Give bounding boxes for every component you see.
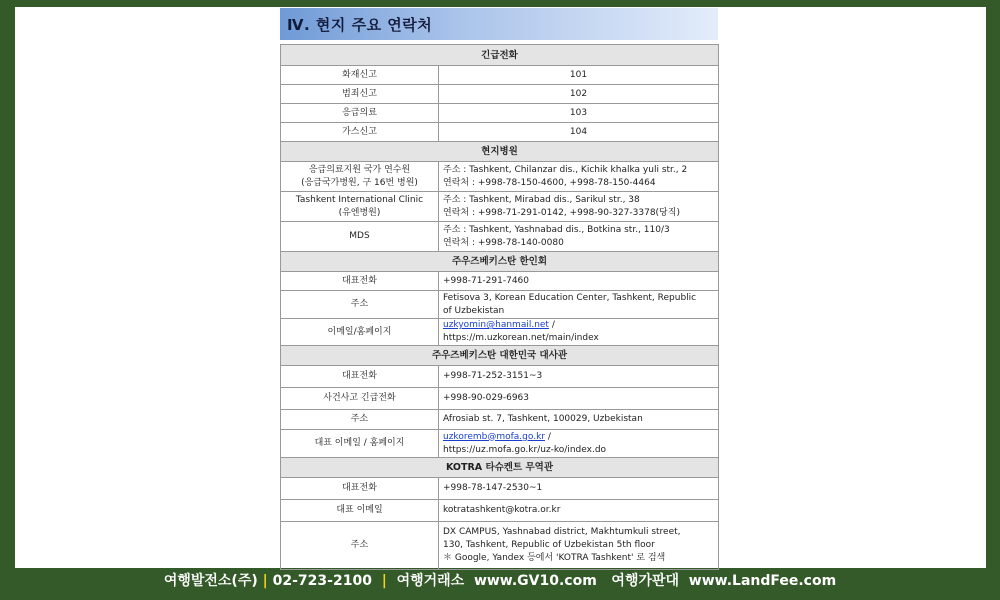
contact-table [280,44,719,570]
table-row [281,123,719,142]
table-row [281,522,719,570]
footer-company: 여행발전소(주) [163,573,258,589]
link-separator: / [545,431,551,442]
link-separator: / [548,320,555,330]
emergency-crime-number: 102 [439,85,719,104]
hospital-info [439,162,719,192]
embassy-phone-label: 대표전화 [281,366,439,388]
emergency-crime-label: 범죄신고 [281,85,439,104]
kotra-address-line: 130, Tashkent, Republic of Uzbekistan 5th floor [443,540,655,550]
table-row [281,319,719,346]
footer-phone: 02-723-2100 [272,573,372,589]
emergency-gas-label: 가스신고 [281,123,439,142]
table-row [281,500,719,522]
hospital-name: MDS [281,222,439,252]
kotra-search-note: ＊ Google, Yandex 등에서 'KOTRA Tashkent' 로 검색 [443,553,666,563]
table-row [281,410,719,430]
table-row [281,388,719,410]
embassy-phone: +998-71-252-3151~3 [439,366,719,388]
hospital-info [439,192,719,222]
table-row [281,104,719,123]
association-address [439,291,719,319]
table-row [281,66,719,85]
association-header: 주우즈베키스탄 한인회 [281,252,719,272]
emergency-header: 긴급전화 [281,45,719,66]
association-phone: +998-71-291-7460 [439,272,719,291]
emergency-medical-number: 103 [439,104,719,123]
kotra-address [439,522,719,570]
hospital-name: 응급의료지원 국가 연수원 [308,164,411,175]
section-title: Ⅳ. 현지 주요 연락처 [287,16,433,34]
footer-separator: | [262,573,268,589]
kotra-email: kotratashkent@kotra.or.kr [439,500,719,522]
association-address-line: Fetisova 3, Korean Education Center, Tashkent, Republic [443,292,697,303]
hospital-info [439,222,719,252]
embassy-emergency-label: 사건사고 긴급전화 [281,388,439,410]
table-row [281,222,719,252]
association-address-label: 주소 [281,291,439,319]
hospital-address: 주소 : Tashkent, Mirabad dis., Sarikul str., 38 [443,194,640,205]
association-phone-label: 대표전화 [281,272,439,291]
association-header-row [281,252,719,272]
section-title-bar [280,8,718,40]
hospital-label [281,162,439,192]
embassy-address: Afrosiab st. 7, Tashkent, 100029, Uzbekistan [439,410,719,430]
footer-separator: | [381,573,387,589]
footer-bar [0,570,1000,592]
table-row [281,162,719,192]
footer-exchange-url[interactable]: www.GV10.com [473,573,597,589]
emergency-header-row [281,45,719,66]
footer-exchange-label: 여행거래소 [396,573,465,589]
association-address-line: of Uzbekistan [443,305,505,316]
kotra-header: KOTRA 타슈켄트 무역관 [281,458,719,478]
hospital-phone: 연락처 : +998-78-150-4600, +998-78-150-4464 [443,177,656,188]
embassy-contact [439,430,719,458]
emergency-fire-number: 101 [439,66,719,85]
table-row [281,430,719,458]
hospital-label [281,192,439,222]
association-contact [439,319,719,346]
table-row [281,192,719,222]
table-row [281,85,719,104]
kotra-address-line: DX CAMPUS, Yashnabad district, Makhtumkuli street, [443,527,681,537]
embassy-header-row [281,346,719,366]
hospital-name: Tashkent International Clinic [295,194,424,205]
embassy-address-label: 주소 [281,410,439,430]
hospital-subname: (응급국가병원, 구 16번 병원) [301,177,418,188]
embassy-email-link[interactable]: uzkoremb@mofa.go.kr [443,431,545,442]
kotra-email-label: 대표 이메일 [281,500,439,522]
hospital-address: 주소 : Tashkent, Yashnabad dis., Botkina str., 110/3 [443,224,670,235]
kotra-phone-label: 대표전화 [281,478,439,500]
table-row [281,478,719,500]
kotra-phone: +998-78-147-2530~1 [439,478,719,500]
embassy-emergency-phone: +998-90-029-6963 [439,388,719,410]
table-row [281,366,719,388]
hospitals-header-row [281,142,719,162]
hospital-subname: (유엔병원) [338,207,381,218]
hospital-address: 주소 : Tashkent, Chilanzar dis., Kichik khalka yuli str., 2 [443,164,688,175]
embassy-email-label: 대표 이메일 / 홈페이지 [281,430,439,458]
emergency-gas-number: 104 [439,123,719,142]
hospital-phone: 연락처 : +998-71-291-0142, +998-90-327-3378(당직) [443,207,680,218]
association-homepage: https://m.uzkorean.net/main/index [443,333,599,343]
embassy-homepage: https://uz.mofa.go.kr/uz-ko/index.do [443,444,607,455]
emergency-medical-label: 응급의료 [281,104,439,123]
hospitals-header: 현지병원 [281,142,719,162]
table-row [281,291,719,319]
embassy-header: 주우즈베키스탄 대한민국 대사관 [281,346,719,366]
emergency-fire-label: 화재신고 [281,66,439,85]
kotra-header-row [281,458,719,478]
footer-price-url[interactable]: www.LandFee.com [688,573,837,589]
table-row [281,272,719,291]
association-email-link[interactable]: uzkyomin@hanmail.net [443,320,549,330]
hospital-phone: 연락처 : +998-78-140-0080 [443,237,564,248]
association-email-label: 이메일/홈페이지 [281,319,439,346]
footer-price-label: 여행가판대 [611,573,680,589]
kotra-address-label: 주소 [281,522,439,570]
